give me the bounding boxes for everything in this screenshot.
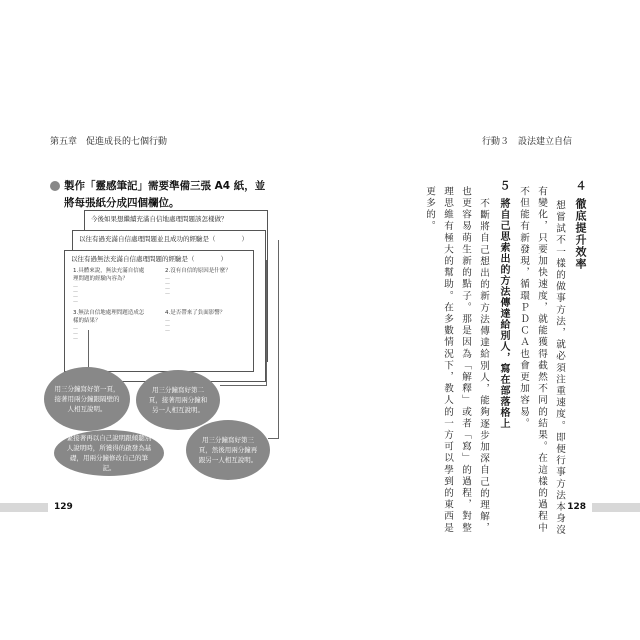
section-5-line: 更多的。 [424,186,435,233]
section-4-heading: 徹底提升效率 [574,198,587,270]
question-1 [73,267,149,303]
right-page-number: 128 [567,502,586,512]
section-4-line: 不但能有新發現，循環ＰＤＣＡ也會更加容易。 [518,186,529,430]
step-bubble-1: 用三分鐘寫好第一頁，接著用兩分鐘跟隔壁的人相互說明。 [44,367,130,431]
section-4-line: 想嘗試不一樣的做事方法，就必須注重速度。即便行事方法本身沒 [554,200,565,537]
step-bubble-2: 用三分鐘寫好第二頁，接著用兩分鐘和另一人相互說明。 [136,370,220,430]
bullet-dot-icon [50,181,60,191]
connector-line [266,260,267,385]
question-text: 2.沒有自信的原因是什麼？ [165,268,231,274]
step-bubble-4: 緊接著再以自己說明跟傾聽別人說明時，所獲得的啟發為基礎，用兩分鐘修改自己的筆記。 [54,430,164,476]
section-4-number: ４ [574,180,587,192]
question-text: 1.具體來說，無法充滿自信處理問題的經驗內容為？ [73,268,145,282]
section-5-line: 理思維有極大的幫助。在多數情況下，教人的一方可以學到的東西是 [442,186,453,534]
page-number-bar [592,503,640,512]
connector-line [220,385,267,386]
question-4 [165,309,241,332]
section-5-line: 不斷將自己想出的新方法傳達給別人，能夠逐步加深自己的理解， [478,198,489,535]
connector-line [278,240,279,438]
card-title: 以往有過充滿自信處理問題並且成功的經驗是（ ） [79,235,248,243]
card-title: 今後如果想繼續充滿自信地處理問題該怎樣做？ [91,215,228,223]
section-5-line: 也更容易萌生新的點子。那是因為「解釋」或者「寫」的過程，對整 [460,186,471,534]
step-bubble-3: 用三分鐘寫好第三頁，然後用兩分鐘再跟另一人相互說明。 [186,420,270,480]
connector-line [268,438,279,439]
left-page-number: 129 [54,502,73,512]
question-3 [73,309,149,340]
note-card-1 [64,250,254,372]
right-page-header: 行動３ 設法建立自信 [481,137,572,147]
section-4-line: 有變化，只要加快速度，就能獲得截然不同的結果。在這樣的過程中 [536,186,547,534]
left-page-header: 第五章 促進成長的七個行動 [50,137,168,147]
section-5-heading: 將自己思索出的方法傳達給別人，寫在部落格上 [498,198,509,429]
card-title: 以往有過無法充滿自信處理問題的經驗是（ ） [71,255,227,263]
lead-text: 製作「靈感筆記」需要準備三張 A4 紙，並將每張紙分成四個欄位。 [64,180,266,209]
question-2 [165,267,241,295]
question-text: 4.是否帶來了負面影響？ [165,310,226,316]
page-number-bar [0,503,48,512]
section-5-number: ５ [498,180,511,192]
connector-line [88,330,89,368]
question-text: 3.無法自信地處理問題造成怎樣的結果？ [73,310,145,324]
